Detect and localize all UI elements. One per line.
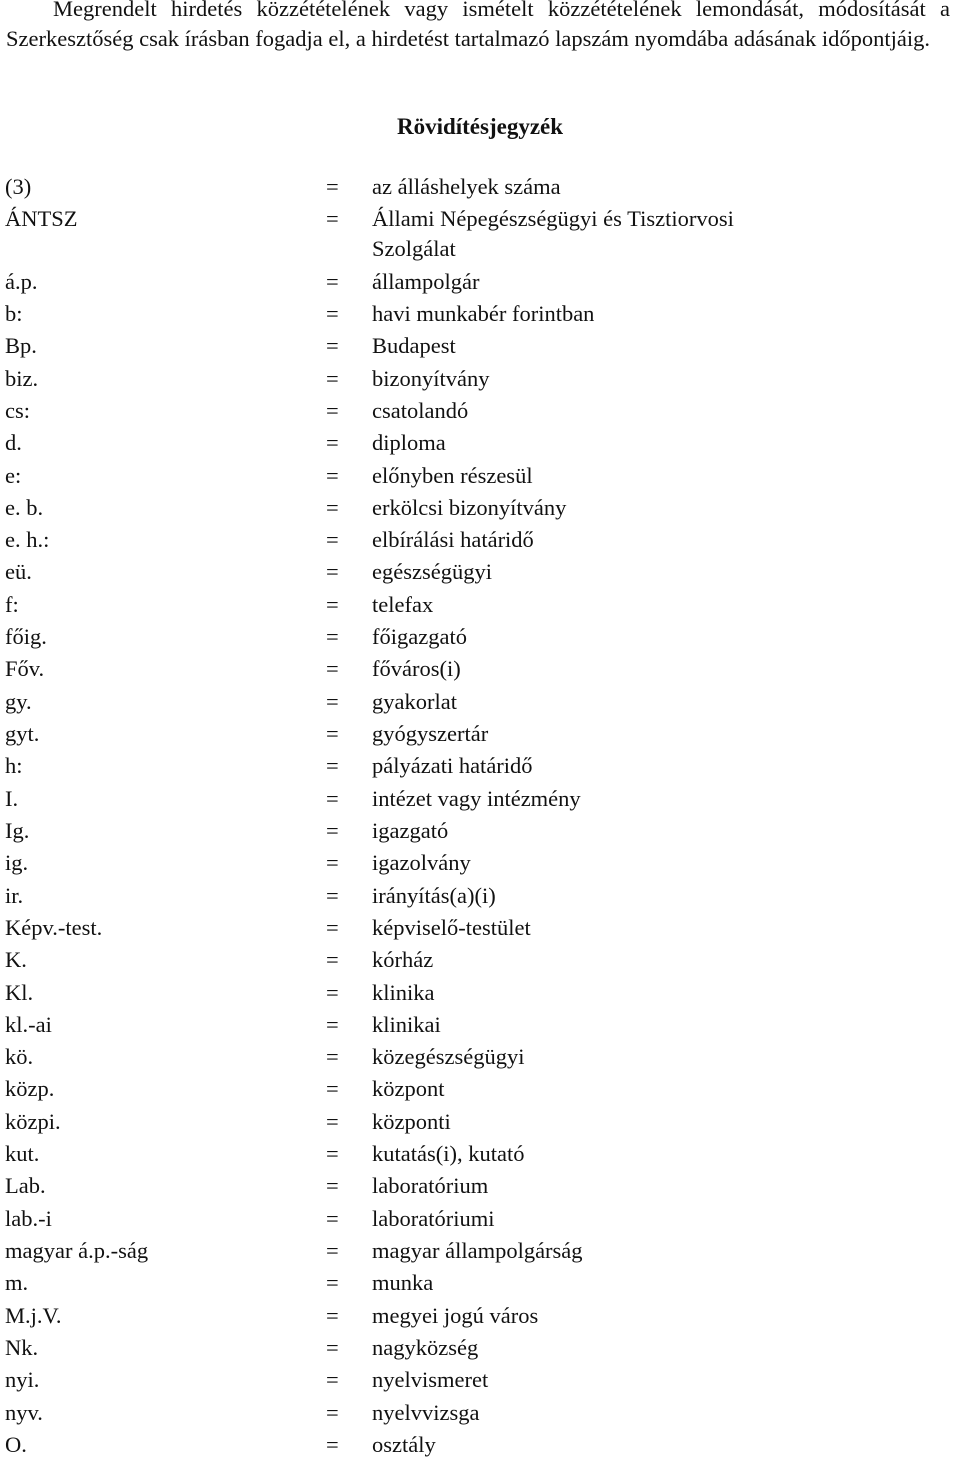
abbreviation-meaning: Állami Népegészségügyi és Tisztiorvosi Szolgálat bbox=[372, 206, 734, 262]
abbreviation-meaning: Budapest bbox=[372, 333, 456, 359]
equals-sign: = bbox=[326, 1205, 339, 1231]
abbreviation-meaning: pályázati határidő bbox=[372, 753, 533, 779]
abbreviation-row bbox=[5, 687, 955, 717]
equals-sign: = bbox=[326, 817, 339, 843]
abbreviation-meaning: klinika bbox=[372, 979, 435, 1005]
abbreviation-row bbox=[5, 1074, 955, 1104]
equals-sign: = bbox=[326, 850, 339, 876]
equals-sign: = bbox=[326, 1431, 339, 1457]
abbreviation-row bbox=[5, 881, 955, 911]
abbreviation-row bbox=[5, 1171, 955, 1201]
intro-paragraph: Megrendelt hirdetés közzétételének vagy ismételt közzétételének lemondását, módosítását a Szerkesztőség csak írásban fogadja el, a hirdetést tartalmazó lapszám nyomdába adásának időpontjáig. bbox=[6, 0, 950, 51]
equals-sign: = bbox=[326, 174, 339, 199]
equals-sign: = bbox=[326, 1011, 339, 1037]
abbreviation-term: Nk. bbox=[5, 1334, 39, 1360]
abbreviation-meaning: igazolvány bbox=[372, 850, 471, 876]
abbreviation-meaning: kutatás(i), kutató bbox=[372, 1141, 525, 1167]
equals-sign: = bbox=[326, 1399, 339, 1425]
equals-sign: = bbox=[326, 300, 339, 326]
equals-sign: = bbox=[326, 785, 339, 811]
abbreviation-term: O. bbox=[5, 1431, 27, 1457]
abbreviation-row bbox=[5, 945, 955, 975]
abbreviation-term: á.p. bbox=[5, 268, 38, 294]
equals-sign: = bbox=[326, 397, 339, 423]
abbreviation-term: kl.-ai bbox=[5, 1011, 52, 1037]
equals-sign: = bbox=[326, 430, 339, 456]
abbreviation-term: Kl. bbox=[5, 979, 34, 1005]
abbreviation-row bbox=[5, 751, 955, 781]
abbreviation-meaning: főváros(i) bbox=[372, 656, 461, 682]
abbreviation-meaning: igazgató bbox=[372, 817, 449, 843]
equals-sign: = bbox=[326, 1367, 339, 1393]
equals-sign: = bbox=[326, 365, 339, 391]
abbreviation-row bbox=[5, 590, 955, 620]
abbreviation-term: h: bbox=[5, 753, 23, 779]
abbreviation-meaning: intézet vagy intézmény bbox=[372, 785, 581, 811]
equals-sign: = bbox=[326, 979, 339, 1005]
abbreviation-meaning: laboratóriumi bbox=[372, 1205, 495, 1231]
abbreviation-term: ir. bbox=[5, 882, 24, 908]
abbreviation-row bbox=[5, 622, 955, 652]
equals-sign: = bbox=[326, 1141, 339, 1167]
abbreviation-row bbox=[5, 1010, 955, 1040]
equals-sign: = bbox=[326, 1044, 339, 1070]
equals-sign: = bbox=[326, 753, 339, 779]
abbreviation-term: gyt. bbox=[5, 721, 40, 746]
abbreviation-row bbox=[5, 525, 955, 555]
abbreviation-meaning: bizonyítvány bbox=[372, 365, 490, 391]
abbreviation-meaning: laboratórium bbox=[372, 1173, 489, 1199]
abbreviation-term: f: bbox=[5, 591, 19, 617]
abbreviation-row bbox=[5, 1365, 955, 1395]
abbreviation-meaning: nyelvvizsga bbox=[372, 1399, 480, 1425]
abbreviation-term: kut. bbox=[5, 1141, 40, 1167]
abbreviation-term: közp. bbox=[5, 1076, 55, 1102]
abbreviation-meaning: gyakorlat bbox=[372, 688, 457, 714]
abbreviation-term: eü. bbox=[5, 559, 32, 585]
abbreviation-meaning: klinikai bbox=[372, 1011, 441, 1037]
abbreviation-term: d. bbox=[5, 430, 22, 456]
abbreviation-row bbox=[5, 428, 955, 458]
abbreviation-row bbox=[5, 557, 955, 587]
abbreviation-row bbox=[5, 978, 955, 1008]
abbreviation-meaning: képviselő-testület bbox=[372, 914, 531, 940]
abbreviation-meaning: telefax bbox=[372, 591, 434, 617]
abbreviation-term: ÁNTSZ bbox=[5, 206, 78, 232]
abbreviation-term: b: bbox=[5, 300, 23, 326]
abbreviation-meaning: osztály bbox=[372, 1431, 436, 1457]
abbreviation-meaning: diploma bbox=[372, 430, 446, 456]
abbreviation-row bbox=[5, 1139, 955, 1169]
equals-sign: = bbox=[326, 1238, 339, 1263]
abbreviation-row bbox=[5, 1301, 955, 1331]
abbreviation-term: lab.-i bbox=[5, 1205, 52, 1231]
abbreviation-row bbox=[5, 719, 955, 749]
abbreviation-term: Főv. bbox=[5, 656, 45, 682]
abbreviation-meaning: munka bbox=[372, 1270, 434, 1296]
abbreviation-row bbox=[5, 1333, 955, 1363]
equals-sign: = bbox=[326, 591, 339, 617]
abbreviation-row bbox=[5, 299, 955, 329]
abbreviation-term: M.j.V. bbox=[5, 1302, 62, 1328]
abbreviation-meaning: közegészségügyi bbox=[372, 1044, 525, 1070]
abbreviation-meaning: megyei jogú város bbox=[372, 1302, 539, 1328]
page-title: Rövidítésjegyzék bbox=[396, 114, 564, 139]
equals-sign: = bbox=[326, 688, 339, 714]
abbreviation-term: e: bbox=[5, 462, 22, 488]
abbreviation-term: e. h.: bbox=[5, 527, 50, 553]
abbreviation-meaning: elbírálási határidő bbox=[372, 527, 534, 553]
equals-sign: = bbox=[326, 206, 339, 232]
abbreviation-row bbox=[5, 1430, 955, 1460]
abbreviation-term: ig. bbox=[5, 850, 29, 876]
abbreviation-row bbox=[5, 1042, 955, 1072]
abbreviation-term: (3) bbox=[5, 174, 32, 199]
abbreviation-meaning: nagyközség bbox=[372, 1334, 479, 1360]
abbreviation-meaning: magyar állampolgárság bbox=[372, 1238, 583, 1263]
equals-sign: = bbox=[326, 1076, 339, 1102]
abbreviation-row bbox=[5, 816, 955, 846]
equals-sign: = bbox=[326, 494, 339, 520]
abbreviation-row bbox=[5, 267, 955, 297]
abbreviation-row bbox=[5, 654, 955, 684]
equals-sign: = bbox=[326, 1108, 339, 1134]
abbreviation-term: Bp. bbox=[5, 333, 37, 359]
equals-sign: = bbox=[326, 268, 339, 294]
abbreviation-row bbox=[5, 1107, 955, 1137]
abbreviation-row bbox=[5, 204, 955, 264]
abbreviation-term: cs: bbox=[5, 397, 30, 423]
abbreviation-row bbox=[5, 493, 955, 523]
abbreviation-row bbox=[5, 331, 955, 361]
abbreviation-term: magyar á.p.-ság bbox=[5, 1238, 149, 1263]
equals-sign: = bbox=[326, 914, 339, 940]
abbreviation-term: kö. bbox=[5, 1044, 34, 1070]
abbreviation-meaning: egészségügyi bbox=[372, 559, 492, 585]
abbreviation-row bbox=[5, 913, 955, 943]
abbreviation-term: főig. bbox=[5, 624, 47, 650]
equals-sign: = bbox=[326, 624, 339, 650]
abbreviation-term: közpi. bbox=[5, 1108, 61, 1134]
equals-sign: = bbox=[326, 1270, 339, 1296]
abbreviation-row bbox=[5, 461, 955, 491]
equals-sign: = bbox=[326, 1173, 339, 1199]
abbreviation-row bbox=[5, 848, 955, 878]
abbreviation-term: Képv.-test. bbox=[5, 914, 103, 940]
equals-sign: = bbox=[326, 1334, 339, 1360]
abbreviation-term: K. bbox=[5, 947, 27, 973]
abbreviation-term: I. bbox=[5, 785, 19, 811]
abbreviation-meaning: központi bbox=[372, 1108, 451, 1134]
equals-sign: = bbox=[326, 1302, 339, 1328]
abbreviation-meaning: állampolgár bbox=[372, 268, 480, 294]
abbreviation-meaning: központ bbox=[372, 1076, 445, 1102]
abbreviation-meaning: erkölcsi bizonyítvány bbox=[372, 494, 567, 520]
abbreviation-row bbox=[5, 784, 955, 814]
abbreviation-row bbox=[5, 172, 955, 202]
abbreviation-term: biz. bbox=[5, 365, 39, 391]
abbreviation-row bbox=[5, 1268, 955, 1298]
equals-sign: = bbox=[326, 656, 339, 682]
abbreviation-meaning: gyógyszertár bbox=[372, 721, 489, 746]
abbreviation-meaning: előnyben részesül bbox=[372, 462, 533, 488]
abbreviation-term: nyv. bbox=[5, 1399, 43, 1425]
abbreviation-list bbox=[5, 172, 955, 1462]
abbreviation-row bbox=[5, 396, 955, 426]
abbreviation-meaning: csatolandó bbox=[372, 397, 469, 423]
abbreviation-term: Ig. bbox=[5, 817, 30, 843]
abbreviation-meaning: havi munkabér forintban bbox=[372, 300, 595, 326]
abbreviation-row bbox=[5, 1236, 955, 1266]
equals-sign: = bbox=[326, 462, 339, 488]
abbreviation-term: gy. bbox=[5, 688, 32, 714]
abbreviation-term: Lab. bbox=[5, 1173, 46, 1199]
abbreviation-meaning: irányítás(a)(i) bbox=[372, 882, 496, 908]
abbreviation-term: e. b. bbox=[5, 494, 44, 520]
abbreviation-meaning: főigazgató bbox=[372, 624, 467, 650]
equals-sign: = bbox=[326, 882, 339, 908]
equals-sign: = bbox=[326, 333, 339, 359]
equals-sign: = bbox=[326, 527, 339, 553]
equals-sign: = bbox=[326, 721, 339, 746]
abbreviation-meaning: nyelvismeret bbox=[372, 1367, 489, 1393]
abbreviation-meaning: kórház bbox=[372, 947, 434, 973]
equals-sign: = bbox=[326, 559, 339, 585]
abbreviation-row bbox=[5, 1398, 955, 1428]
abbreviation-row bbox=[5, 364, 955, 394]
abbreviation-term: m. bbox=[5, 1270, 29, 1296]
abbreviation-term: nyi. bbox=[5, 1367, 40, 1393]
equals-sign: = bbox=[326, 947, 339, 973]
abbreviation-row bbox=[5, 1204, 955, 1234]
abbreviation-meaning: az álláshelyek száma bbox=[372, 174, 561, 199]
